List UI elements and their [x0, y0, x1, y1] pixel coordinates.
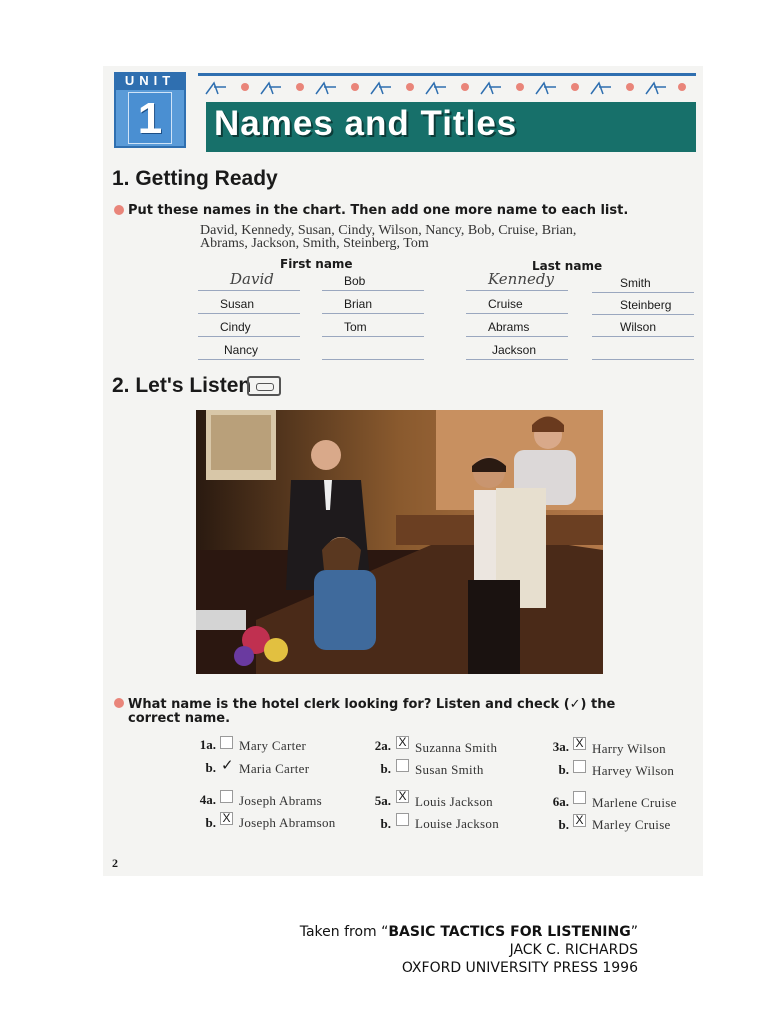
first-name-cell[interactable]: Susan — [198, 291, 300, 314]
last-name-cell[interactable]: Cruise — [466, 291, 568, 314]
option-name: Marley Cruise — [592, 817, 671, 832]
first-name-cell[interactable]: Tom — [322, 314, 424, 337]
checkbox[interactable] — [220, 790, 233, 803]
bullet-icon — [114, 698, 124, 708]
question-label: b. — [558, 817, 569, 832]
page-number: 2 — [112, 856, 118, 870]
last-name-cell[interactable] — [592, 337, 694, 360]
first-name-cell[interactable]: Bob — [322, 268, 424, 291]
checkbox[interactable]: X — [573, 814, 586, 827]
checkbox[interactable]: X — [573, 737, 586, 750]
decorative-top-rule — [198, 73, 696, 76]
option-name: Mary Carter — [239, 738, 307, 753]
option-name: Susan Smith — [415, 762, 484, 777]
question-label: 1a. — [199, 737, 216, 752]
checkbox[interactable]: X — [396, 736, 409, 749]
checkbox[interactable] — [396, 759, 409, 772]
question-label: 5a. — [374, 793, 391, 808]
question-label: b. — [380, 761, 391, 776]
section-heading-lets-listen: 2. Let's Listen — [112, 374, 252, 397]
option-name: Joseph Abrams — [239, 793, 322, 808]
decorative-pattern — [200, 78, 694, 98]
name-list-line-2: Abrams, Jackson, Smith, Steinberg, Tom — [200, 236, 429, 251]
instruction-listen-line-1: What name is the hotel clerk looking for? Listen and check (✓) the — [128, 697, 616, 712]
question-label: b. — [380, 816, 391, 831]
last-name-cell[interactable]: Abrams — [466, 314, 568, 337]
bullet-icon — [114, 205, 124, 215]
book-title: BASIC TACTICS FOR LISTENING — [388, 924, 631, 940]
unit-number: 1 — [128, 92, 172, 144]
last-name-cell[interactable]: Steinberg — [592, 292, 694, 315]
question-label: 6a. — [552, 794, 569, 809]
instruction-listen-line-2: correct name. — [128, 711, 231, 726]
option-name: Louis Jackson — [415, 794, 493, 809]
last-name-header: Last name — [532, 259, 603, 273]
credit-publisher: OXFORD UNIVERSITY PRESS 1996 — [401, 960, 638, 976]
checkbox[interactable] — [220, 736, 233, 749]
option-name: Maria Carter — [239, 761, 310, 776]
credit-line: Taken from “BASIC TACTICS FOR LISTENING” — [299, 924, 638, 940]
section-heading-getting-ready: 1. Getting Ready — [112, 167, 278, 190]
question-label: 4a. — [199, 792, 216, 807]
checkbox[interactable]: ✓ — [221, 757, 234, 774]
option-name: Joseph Abramson — [239, 815, 336, 830]
question-label: b. — [205, 815, 216, 830]
last-name-cell[interactable]: Smith — [592, 270, 694, 293]
checkbox[interactable] — [573, 791, 586, 804]
first-name-cell[interactable]: David — [198, 268, 300, 291]
hotel-reception-photo — [196, 410, 603, 674]
credit-author: JACK C. RICHARDS — [509, 942, 638, 958]
last-name-cell[interactable]: Jackson — [466, 337, 568, 360]
checkbox[interactable]: X — [220, 812, 233, 825]
instruction-chart: Put these names in the chart. Then add one more name to each list. — [128, 203, 629, 218]
first-name-cell[interactable]: Brian — [322, 291, 424, 314]
option-name: Marlene Cruise — [592, 795, 677, 810]
first-name-cell[interactable]: Nancy — [198, 337, 300, 360]
option-name: Harry Wilson — [592, 741, 666, 756]
first-name-cell[interactable]: Cindy — [198, 314, 300, 337]
question-label: b. — [205, 760, 216, 775]
option-name: Suzanna Smith — [415, 740, 498, 755]
checkbox[interactable] — [396, 813, 409, 826]
name-list-line-1: David, Kennedy, Susan, Cindy, Wilson, Nancy, Bob, Cruise, Brian, — [200, 223, 577, 238]
last-name-cell[interactable]: Kennedy — [466, 268, 568, 291]
question-label: 2a. — [374, 738, 391, 753]
option-name: Harvey Wilson — [592, 763, 675, 778]
last-name-cell[interactable]: Wilson — [592, 314, 694, 337]
first-name-cell[interactable] — [322, 337, 424, 360]
checkbox[interactable] — [573, 760, 586, 773]
checkbox[interactable]: X — [396, 790, 409, 803]
unit-title: Names and Titles — [214, 104, 518, 143]
cassette-icon — [247, 376, 281, 396]
unit-label: UNIT — [114, 72, 186, 90]
question-label: 3a. — [552, 739, 569, 754]
first-name-header: First name — [280, 257, 353, 271]
question-label: b. — [558, 762, 569, 777]
option-name: Louise Jackson — [415, 816, 499, 831]
